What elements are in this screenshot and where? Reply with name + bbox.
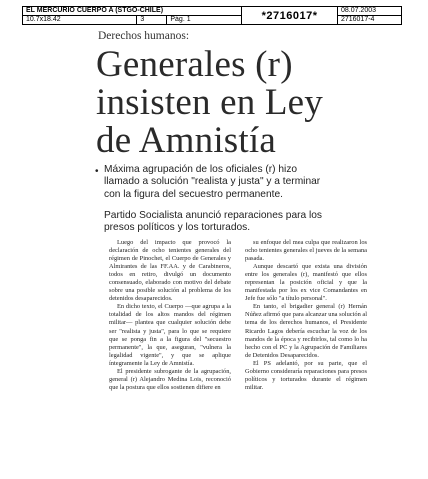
body-column-right (245, 239, 367, 392)
clipping-header (22, 6, 402, 25)
body-paragraph: En tanto, el brigadier general (r) Hernán Núñez afirmó que para alcanzar una solución al tema de los derechos humanos, el Presidente Ricardo Lagos debería escuchar la voz de los mandos de la época y recibirlos, tal como lo ha hecho con el PC y la Agrupación de Familiares de Detenidos Desaparecidos. (245, 303, 367, 359)
clipping-column-count: 3 (137, 16, 167, 25)
clipping-page: Pág. 1 (167, 16, 242, 25)
body-paragraph: Luego del impacto que provocó la declaración de ocho tenientes generales del régimen de Pinochet, el Cuerpo de Generales y Almirantes de las FF.AA. y de Carabineros, todos en retiro, divulgó un documento consensuado, elaborado con motivo del debate sobre una posible solución al problema de los detenidos desaparecidos. (109, 239, 231, 303)
subheading-2: Partido Socialista anunció reparaciones para los presos políticos y los torturados. (104, 210, 323, 234)
section-label: Derechos humanos: (98, 30, 190, 42)
clipping-size: 10.7x18.42 (23, 16, 137, 25)
headline-line: de Amnistía (96, 120, 276, 161)
body-paragraph: El PS adelantó, por su parte, que el Gobierno consideraría reparaciones para presos políticos y torturados durante el régimen militar. (245, 359, 367, 391)
headline-line: Generales (r) (96, 44, 293, 85)
clipping-code: *2716017* (242, 7, 338, 25)
body-paragraph: En dicho texto, el Cuerpo —que agrupa a la totalidad de los altos mandos del régimen militar— plantea que cualquier solución debe ser "realista y justa", para lo que se requiere que se ponga fin a la figura del "secuestro permanente", la que, aseguran, "vulnera la legalidad vigente", y que se aplique íntegramente la Ley de Amnistía. (109, 303, 231, 367)
publication-name: EL MERCURIO CUERPO A (STGO-CHILE) (23, 7, 242, 16)
subheading-1: Máxima agrupación de los oficiales (r) hizo llamado a solución "realista y justa" y a terminar con la figura del secuestro permanente. (104, 164, 321, 200)
headline (96, 46, 396, 160)
body-paragraph: El presidente subrogante de la agrupación, general (r) Alejandro Medina Lois, reconoció que la postura que ellos sostienen difiere en (109, 367, 231, 391)
bullet-icon: • (95, 166, 99, 177)
body-paragraph: su enfoque del mea culpa que realizaron los ocho tenientes generales el jueves de la semana pasada. (245, 239, 367, 263)
headline-line: insisten en Ley (96, 82, 324, 123)
clipping-ref: 2716017-4 (337, 16, 401, 25)
clipping-date: 08.07.2003 (337, 7, 401, 16)
body-paragraph: Aunque descartó que exista una división entre los generales (r), manifestó que ellos representan la posición oficial y que la manifestada por los ex vice Comandantes en Jefe fue sólo "a título personal". (245, 263, 367, 303)
body-column-left (109, 239, 231, 392)
